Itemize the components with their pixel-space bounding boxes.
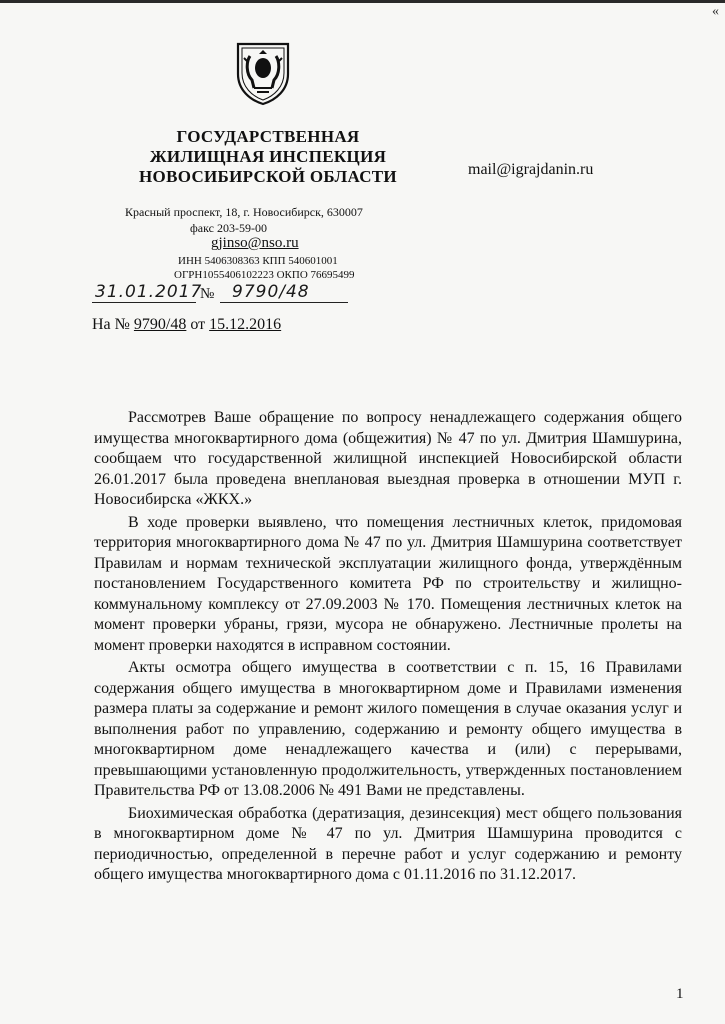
registration-number-underline xyxy=(220,302,348,303)
org-name-line: НОВОСИБИРСКОЙ ОБЛАСТИ xyxy=(139,167,397,186)
body-paragraph: Рассмотрев Ваше обращение по вопросу ненадлежащего содержания общего имущества многоквартирного дома (общежития) № 47 по ул. Дмитрия Шамшурина, сообщаем что государственной жилищной инспекцией Новосибирской области 26.01.2017 была проведена внеплановая выездная проверка в отношении МУП г. Новосибирска «ЖКХ.» xyxy=(94,409,682,508)
recipient-email: mail@igrajdanin.ru xyxy=(468,161,594,178)
org-inn-kpp: ИНН 5406308363 КПП 540601001 xyxy=(178,255,338,267)
body-paragraph: В ходе проверки выявлено, что помещения лестничных клеток, придомовая территория многоквартирного дома № 47 по ул. Дмитрия Шамшурина соответствует Правилам и нормам технической эксплуатации жилищного фонда, утверждённым постановлением Государственного комитета РФ по строительству и жилищно-коммунальному комплексу от 27.09.2003 № 170. Помещения лестничных клеток на момент проверки убраны, грязи, мусора не обнаружено. Лестничные пролеты на момент проверки находятся в исправном состоянии. xyxy=(94,513,682,654)
corner-mark: « xyxy=(712,4,719,19)
reference-from: от xyxy=(190,316,206,333)
body-paragraph: Акты осмотра общего имущества в соответствии с п. 15, 16 Правилами содержания общего имущества в многоквартирном доме и Правилами изменения размера платы за содержание и ремонт жилого помещения в случае оказания услуг и выполнения работ по управлению, содержанию и ремонту общего имущества в многоквартирном доме ненадлежащего качества и (или) с перерывами, превышающими установленную продолжительность, утвержденных постановлением Правительства РФ от 13.08.2006 № 491 Вами не представлены. xyxy=(94,659,682,799)
body-paragraph: Биохимическая обработка (дератизация, дезинсекция) мест общего пользования в многоквартирном доме № 47 по ул. Дмитрия Шамшурина проводится с периодичностью, определенной в перечне работ и услуг содержанию и ремонту общего имущества многоквартирного дома с 01.11.2016 по 31.12.2017. xyxy=(94,804,682,883)
coat-of-arms-icon xyxy=(232,40,294,106)
org-ogrn-okpo: ОГРН1055406102223 ОКПО 76695499 xyxy=(174,269,355,281)
org-fax: факс 203-59-00 xyxy=(190,221,267,235)
reference-line xyxy=(92,316,281,334)
registration-date: 31.01.2017 xyxy=(95,282,203,302)
org-email-link[interactable]: gjinso@nso.ru xyxy=(211,235,299,251)
org-address: Красный проспект, 18, г. Новосибирск, 630007 xyxy=(125,205,363,219)
org-name-line: ЖИЛИЩНАЯ ИНСПЕКЦИЯ xyxy=(149,147,387,166)
registration-number-label: № xyxy=(200,286,215,302)
organization-name xyxy=(108,127,428,187)
reference-date: 15.12.2016 xyxy=(209,316,282,333)
page-number: 1 xyxy=(676,986,684,1002)
top-edge-line xyxy=(0,0,725,3)
reference-prefix: На № xyxy=(92,316,130,333)
org-name-line: ГОСУДАРСТВЕННАЯ xyxy=(176,127,360,146)
letter-body xyxy=(94,408,682,888)
registration-date-underline xyxy=(92,302,196,303)
registration-number: 9790/48 xyxy=(232,282,310,302)
reference-number: 9790/48 xyxy=(133,316,187,333)
